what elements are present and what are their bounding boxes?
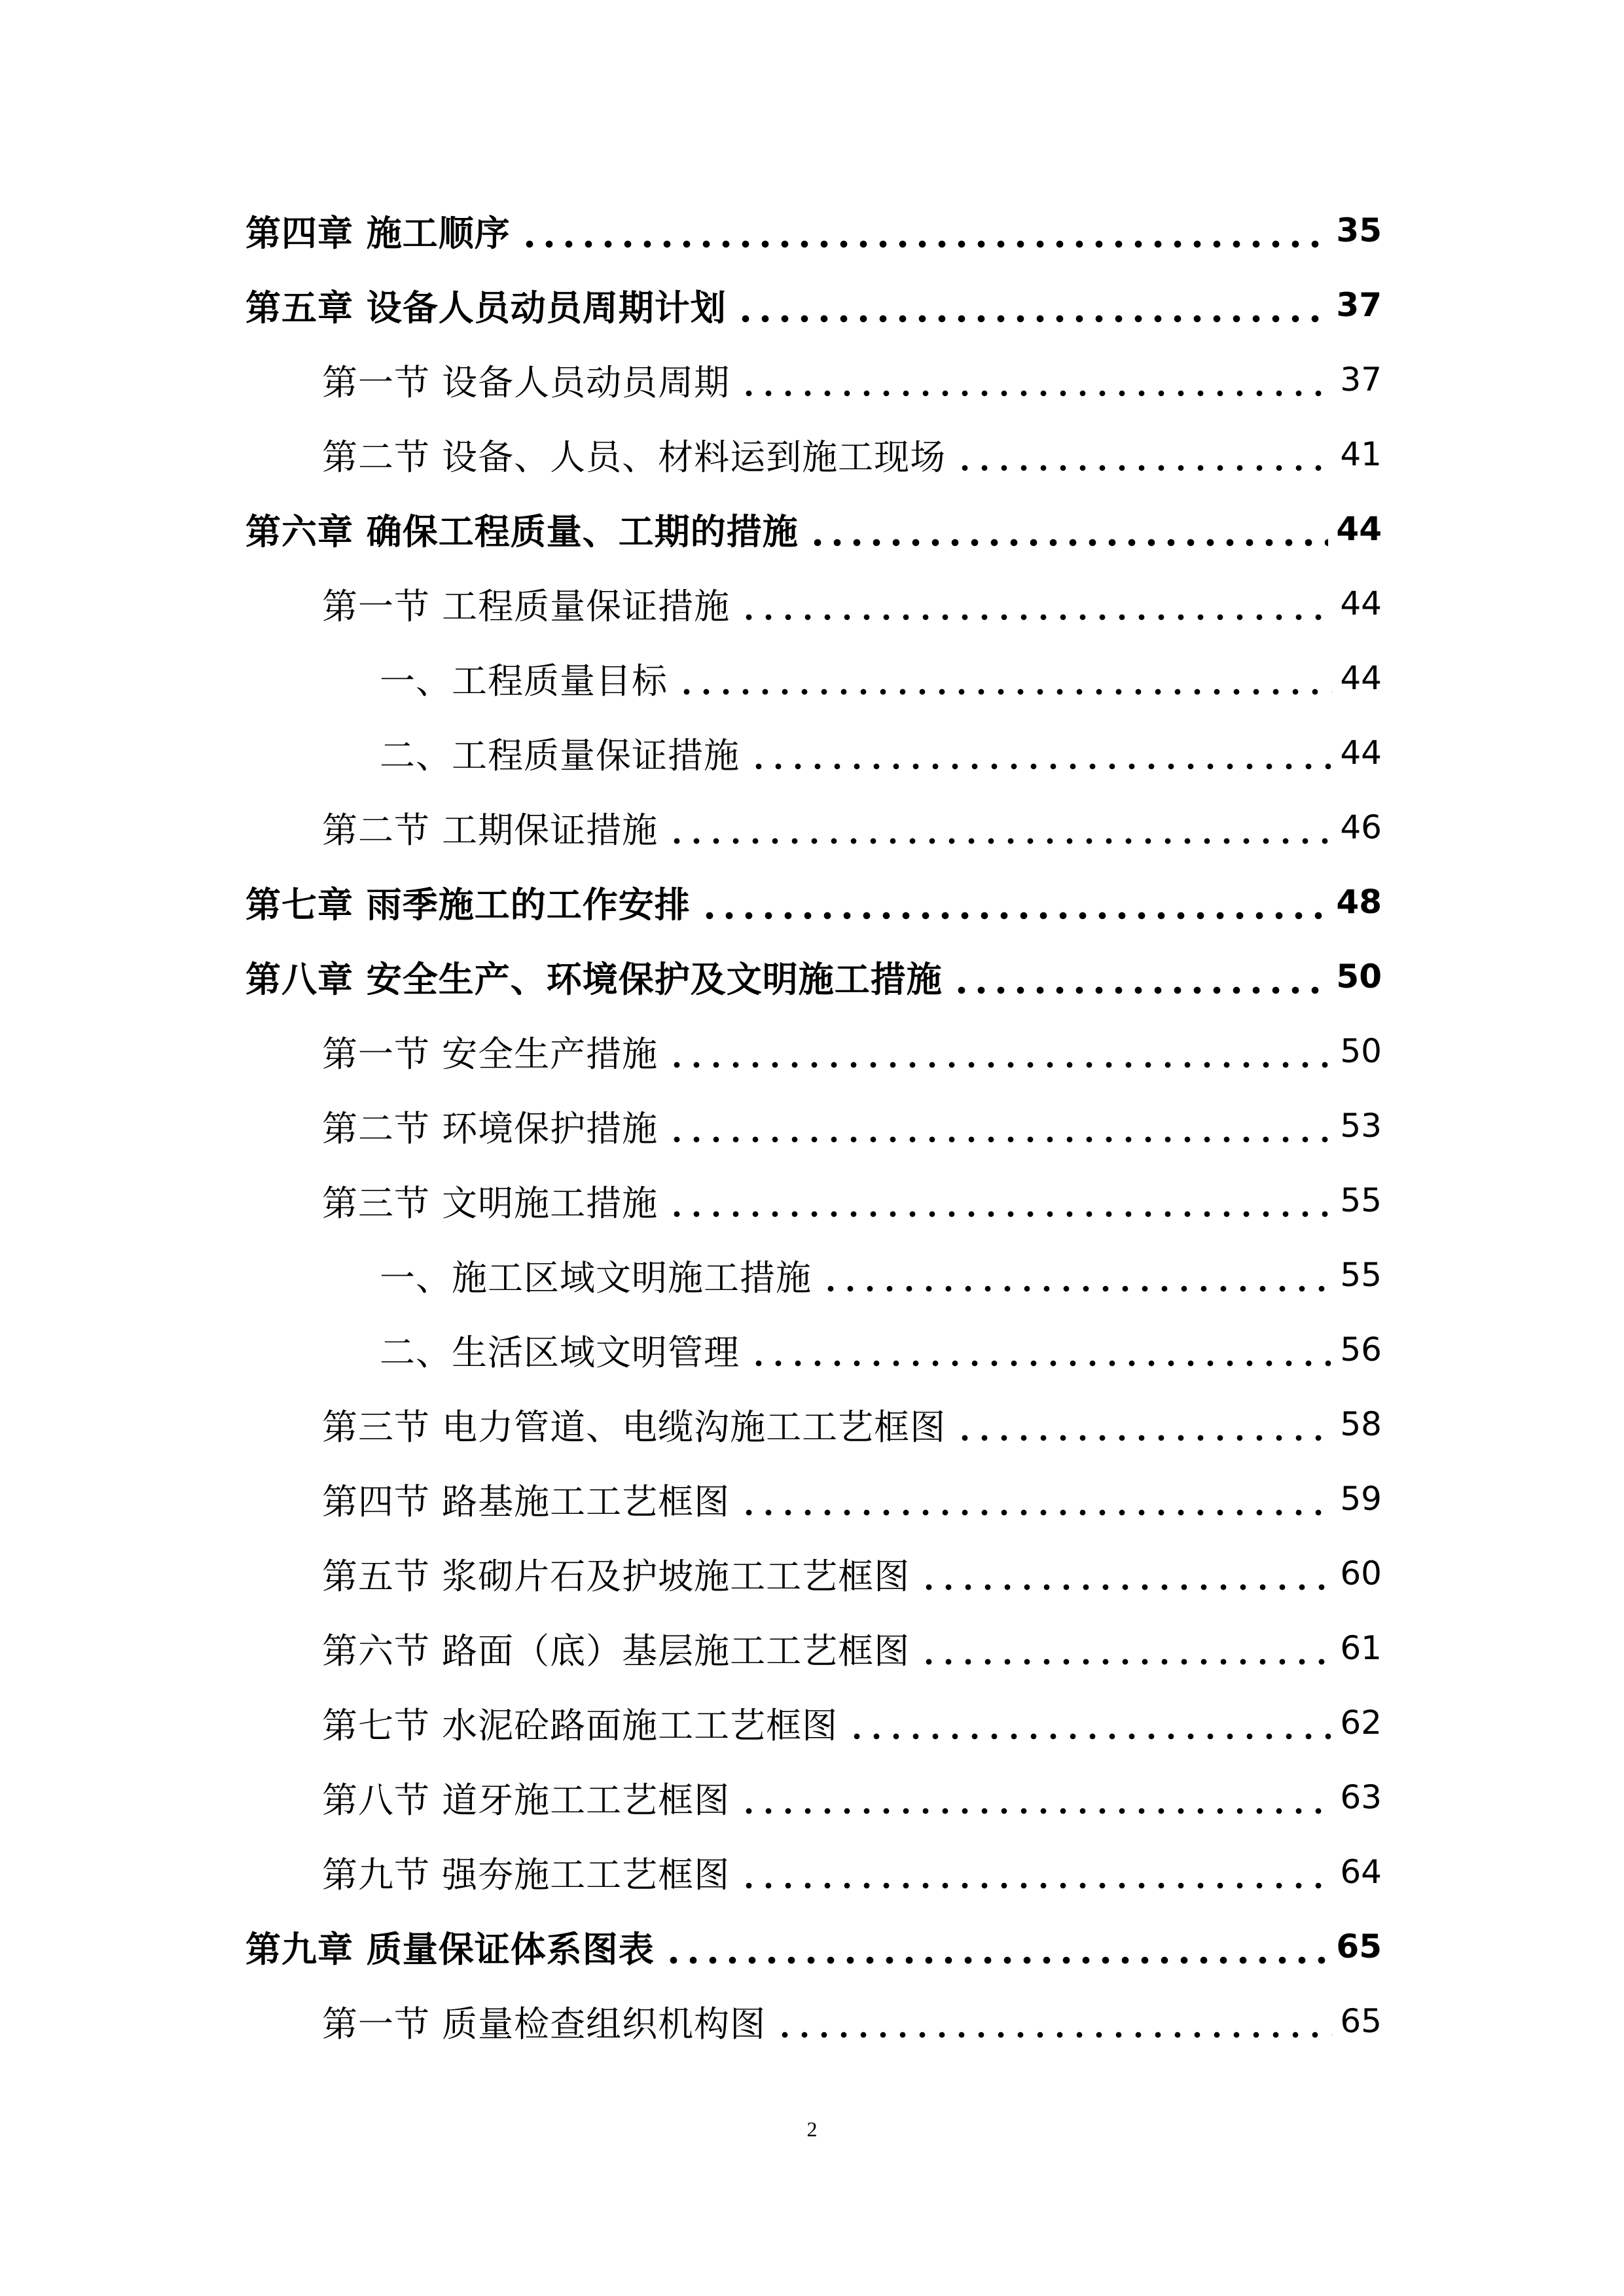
toc-entry-title: 一、工程质量目标 (380, 660, 668, 702)
toc-entry-page: 64 (1340, 1853, 1382, 1891)
toc-entry-page: 50 (1336, 958, 1382, 996)
toc-entry-page: 63 (1340, 1778, 1382, 1816)
dot-leader (677, 660, 1332, 696)
toc-entry-title: 第七节 水泥砼路面施工工艺框图 (322, 1704, 839, 1746)
toc-entry-page: 56 (1340, 1331, 1382, 1369)
toc-entry-page: 44 (1336, 510, 1382, 548)
toc-entry-title: 第七章 雨季施工的工作安排 (245, 883, 691, 925)
dot-leader (847, 1705, 1332, 1740)
toc-entry[interactable] (0, 566, 1624, 641)
toc-entry[interactable] (0, 1088, 1624, 1163)
dot-leader (775, 2003, 1332, 2039)
toc-entry[interactable] (0, 1685, 1624, 1760)
toc-entry-page: 48 (1336, 883, 1382, 921)
table-of-contents (0, 193, 1624, 2058)
toc-entry-title: 第八章 安全生产、环境保护及文明施工措施 (245, 958, 943, 1000)
toc-entry[interactable] (0, 1312, 1624, 1387)
toc-entry-page: 37 (1336, 286, 1382, 324)
toc-entry-page: 61 (1340, 1629, 1382, 1667)
toc-entry[interactable] (0, 268, 1624, 342)
toc-entry-page: 44 (1340, 584, 1382, 622)
toc-entry[interactable] (0, 1387, 1624, 1462)
toc-entry-title: 第三节 文明施工措施 (322, 1182, 659, 1224)
page-number: 2 (806, 2117, 818, 2141)
toc-entry-title: 第五章 设备人员动员周期计划 (245, 286, 727, 329)
toc-entry-title: 第三节 电力管道、电缆沟施工工艺框图 (322, 1406, 947, 1448)
toc-entry-title: 第六节 路面（底）基层施工工艺框图 (322, 1630, 911, 1672)
toc-entry-page: 58 (1340, 1405, 1382, 1443)
toc-entry-title: 第九节 强夯施工工艺框图 (322, 1854, 731, 1895)
toc-entry-page: 44 (1340, 659, 1382, 697)
toc-entry[interactable] (0, 1536, 1624, 1611)
dot-leader (700, 884, 1329, 920)
toc-entry-title: 第一节 质量检查组织机构图 (322, 2003, 767, 2045)
dot-leader (739, 1854, 1332, 1890)
toc-entry-title: 二、生活区域文明管理 (380, 1331, 740, 1373)
toc-entry-title: 第六章 确保工程质量、工期的措施 (245, 510, 799, 552)
toc-entry-page: 37 (1340, 361, 1382, 399)
toc-entry-title: 二、工程质量保证措施 (380, 734, 740, 776)
toc-entry-title: 第八节 道牙施工工艺框图 (322, 1779, 731, 1821)
dot-leader (739, 1780, 1332, 1815)
toc-entry-page: 35 (1336, 211, 1382, 249)
toc-entry-title: 第二节 设备、人员、材料运到施工现场 (322, 436, 947, 478)
dot-leader (520, 213, 1329, 248)
toc-entry-page: 65 (1336, 1928, 1382, 1965)
toc-entry[interactable] (0, 1462, 1624, 1536)
toc-entry-page: 50 (1340, 1032, 1382, 1070)
toc-entry-title: 第九章 质量保证体系图表 (245, 1928, 655, 1970)
dot-leader (739, 1481, 1332, 1516)
toc-entry-page: 59 (1340, 1480, 1382, 1518)
toc-entry-page: 55 (1340, 1181, 1382, 1219)
toc-entry[interactable] (0, 1909, 1624, 1984)
toc-entry[interactable] (0, 1984, 1624, 2058)
dot-leader (821, 1257, 1332, 1293)
dot-leader (739, 586, 1332, 621)
toc-entry[interactable] (0, 641, 1624, 715)
dot-leader (667, 1108, 1332, 1143)
dot-leader (667, 810, 1332, 845)
toc-entry-title: 第四节 路基施工工艺框图 (322, 1480, 731, 1522)
toc-entry[interactable] (0, 1835, 1624, 1909)
toc-entry[interactable] (0, 1238, 1624, 1312)
dot-leader (667, 1183, 1332, 1218)
toc-entry[interactable] (0, 1163, 1624, 1238)
toc-entry[interactable] (0, 790, 1624, 865)
dot-leader (919, 1630, 1332, 1666)
toc-entry[interactable] (0, 1611, 1624, 1685)
dot-leader (808, 511, 1329, 547)
toc-entry-page: 60 (1340, 1554, 1382, 1592)
toc-entry-page: 65 (1340, 2002, 1382, 2040)
toc-entry-title: 一、施工区域文明施工措施 (380, 1257, 812, 1299)
toc-entry-title: 第一节 工程质量保证措施 (322, 585, 731, 627)
toc-entry-title: 第二节 工期保证措施 (322, 809, 659, 851)
toc-entry[interactable] (0, 939, 1624, 1014)
dot-leader (736, 287, 1329, 323)
dot-leader (664, 1929, 1329, 1964)
toc-entry[interactable] (0, 492, 1624, 566)
toc-entry-page: 53 (1340, 1107, 1382, 1145)
toc-entry[interactable] (0, 865, 1624, 939)
toc-entry-title: 第四章 施工顺序 (245, 211, 511, 254)
toc-entry-page: 62 (1340, 1704, 1382, 1742)
toc-entry-page: 55 (1340, 1256, 1382, 1294)
toc-entry-page: 44 (1340, 734, 1382, 772)
toc-entry[interactable] (0, 342, 1624, 417)
toc-entry-title: 第二节 环境保护措施 (322, 1107, 659, 1149)
dot-leader (749, 735, 1332, 770)
toc-entry[interactable] (0, 715, 1624, 790)
dot-leader (739, 362, 1332, 397)
toc-entry[interactable] (0, 417, 1624, 492)
dot-leader (955, 437, 1332, 472)
dot-leader (955, 1407, 1332, 1442)
toc-entry-title: 第五节 浆砌片石及护坡施工工艺框图 (322, 1555, 911, 1597)
toc-entry[interactable] (0, 193, 1624, 268)
dot-leader (667, 1033, 1332, 1069)
toc-entry-title: 第一节 设备人员动员周期 (322, 361, 731, 403)
dot-leader (952, 959, 1329, 994)
toc-entry-title: 第一节 安全生产措施 (322, 1033, 659, 1075)
toc-entry-page: 46 (1340, 808, 1382, 846)
toc-entry-page: 41 (1340, 435, 1382, 473)
dot-leader (919, 1556, 1332, 1591)
toc-entry[interactable] (0, 1760, 1624, 1835)
toc-entry[interactable] (0, 1014, 1624, 1088)
dot-leader (749, 1332, 1332, 1367)
